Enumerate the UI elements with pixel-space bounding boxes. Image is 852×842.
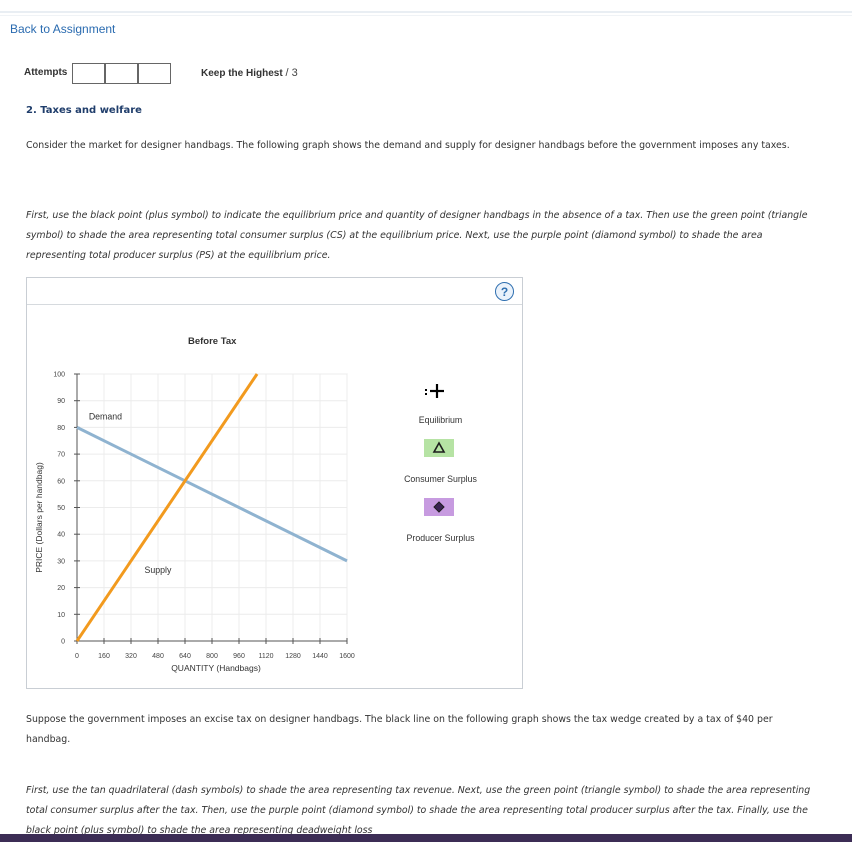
question-instructions-2: First, use the tan quadrilateral (dash symbols) to shade the area representing tax revenue. Next, use the green point (triangle symbol) to shade the area representing total consumer surplus after the tax. Then, use the purple point (diamond symbol) to shade the area representing total producer surplus after the tax. Finally, use the black point (plus symbol) to shade the area representing deadweight loss bbox=[26, 785, 811, 834]
x-tick-label: 1600 bbox=[339, 653, 355, 660]
y-tick-label: 30 bbox=[57, 558, 65, 566]
equilibrium-tool-label: Equilibrium bbox=[418, 415, 463, 425]
y-tick-label: 50 bbox=[57, 505, 65, 512]
graph-panel bbox=[26, 277, 523, 689]
attempt-box-3 bbox=[138, 63, 171, 84]
equilibrium-tool[interactable] bbox=[423, 381, 463, 401]
attempts-label: Attempts bbox=[24, 67, 68, 78]
help-icon[interactable]: ? bbox=[495, 282, 514, 301]
consumer-surplus-tool[interactable] bbox=[424, 439, 454, 457]
question-instructions-1: First, use the black point (plus symbol) to indicate the equilibrium price and quantity of designer handbags in the absence of a tax. Then use the green point (triangle symbol) to shade the area representing total consumer surplus (CS) at the equilibrium price. Next, use the purple point (diamond symbol) to shade the area representing total producer surplus (PS) at the equilibrium price. bbox=[26, 210, 808, 261]
supply-demand-chart[interactable] bbox=[27, 278, 524, 690]
attempt-box-1 bbox=[72, 63, 105, 84]
grading-policy-label: Keep the Highest bbox=[201, 68, 283, 79]
y-tick-label: 70 bbox=[57, 451, 65, 459]
x-tick-label: 0 bbox=[75, 653, 79, 660]
tax-intro: Suppose the government imposes an excise tax on designer handbags. The black line on the following graph shows the tax wedge created by a tax of $40 per handbag. bbox=[26, 714, 773, 745]
x-tick-label: 1280 bbox=[285, 653, 301, 660]
question-title: 2. Taxes and welfare bbox=[26, 105, 142, 116]
x-tick-label: 800 bbox=[206, 653, 218, 660]
x-axis-label: QUANTITY (Handbags) bbox=[171, 663, 261, 673]
x-tick-label: 320 bbox=[125, 653, 137, 660]
y-tick-label: 60 bbox=[57, 478, 65, 486]
y-tick-label: 20 bbox=[57, 585, 65, 593]
attempt-box-2 bbox=[105, 63, 138, 84]
consumer-surplus-tool-label: Consumer Surplus bbox=[404, 474, 477, 484]
triangle-icon bbox=[424, 439, 454, 457]
x-tick-label: 160 bbox=[98, 653, 110, 660]
question-intro: Consider the market for designer handbags. The following graph shows the demand and supply for designer handbags before the government imposes any taxes. bbox=[26, 140, 790, 151]
x-tick-label: 1440 bbox=[312, 653, 328, 660]
grading-policy bbox=[201, 67, 298, 79]
y-tick-label: 90 bbox=[57, 398, 65, 406]
x-tick-label: 1120 bbox=[258, 653, 274, 660]
chart-title: Before Tax bbox=[188, 336, 237, 347]
y-tick-label: 40 bbox=[57, 531, 65, 539]
supply-label: Supply bbox=[144, 564, 172, 575]
producer-surplus-tool-label: Producer Surplus bbox=[406, 533, 475, 543]
x-tick-label: 960 bbox=[233, 653, 245, 660]
y-axis-label: PRICE (Dollars per handbag) bbox=[34, 462, 44, 573]
x-tick-label: 640 bbox=[179, 653, 191, 660]
back-to-assignment-link[interactable]: Back to Assignment bbox=[10, 22, 116, 36]
diamond-icon bbox=[424, 498, 454, 516]
y-tick-label: 80 bbox=[57, 424, 65, 432]
y-tick-label: 100 bbox=[53, 371, 65, 379]
producer-surplus-tool[interactable] bbox=[424, 498, 454, 516]
bottom-bar bbox=[0, 834, 852, 842]
grading-score: / 3 bbox=[285, 67, 298, 79]
y-tick-label: 0 bbox=[61, 638, 65, 646]
y-tick-label: 10 bbox=[57, 611, 65, 619]
x-tick-label: 480 bbox=[152, 653, 164, 660]
plus-icon bbox=[423, 381, 463, 401]
top-divider bbox=[0, 11, 852, 13]
top-divider-thin bbox=[0, 15, 852, 16]
demand-label: Demand bbox=[88, 411, 123, 422]
